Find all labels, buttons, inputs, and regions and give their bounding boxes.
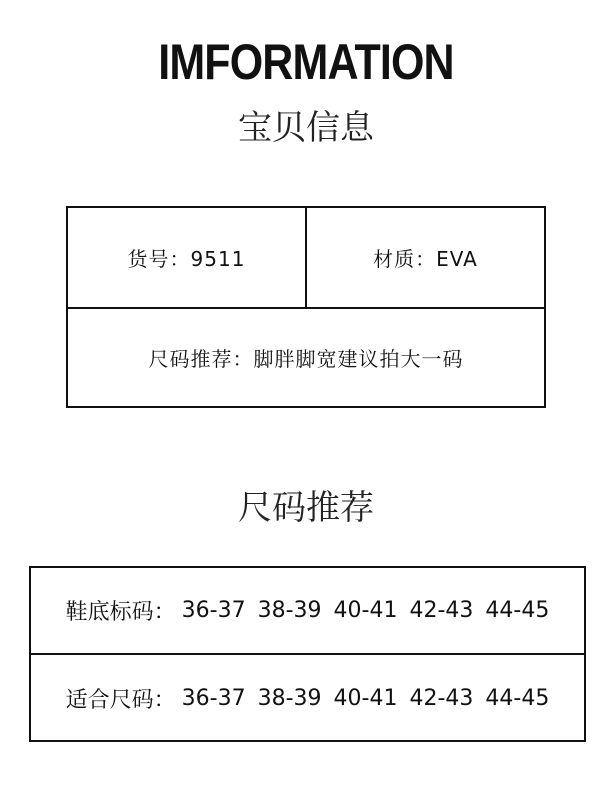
sole-size-values — [182, 598, 550, 623]
fit-size-label: 适合尺码： — [65, 688, 176, 713]
item-number-cell: 货号：9511 — [127, 247, 246, 271]
fit-size-values — [182, 686, 550, 711]
size-value: 44-45 — [485, 686, 550, 711]
product-info-table — [66, 206, 546, 408]
fit-size-row — [31, 655, 584, 742]
size-value: 40-41 — [333, 686, 398, 711]
sole-size-row — [31, 568, 584, 655]
size-value: 38-39 — [257, 598, 322, 623]
size-value: 40-41 — [333, 598, 398, 623]
size-value: 42-43 — [409, 598, 474, 623]
size-value: 36-37 — [181, 598, 246, 623]
page-title-english: IMFORMATION — [158, 34, 454, 90]
size-section-title: 尺码推荐 — [238, 488, 374, 528]
size-advice-cell: 尺码推荐：脚胖脚宽建议拍大一码 — [148, 347, 464, 371]
size-value: 44-45 — [485, 598, 550, 623]
info-row-top — [68, 208, 544, 309]
size-value: 42-43 — [409, 686, 474, 711]
size-value: 36-37 — [181, 686, 246, 711]
size-table — [29, 566, 586, 742]
sole-size-label: 鞋底标码： — [65, 600, 176, 625]
size-value: 38-39 — [257, 686, 322, 711]
material-cell: 材质：EVA — [305, 208, 544, 307]
page-title-chinese: 宝贝信息 — [238, 108, 374, 148]
